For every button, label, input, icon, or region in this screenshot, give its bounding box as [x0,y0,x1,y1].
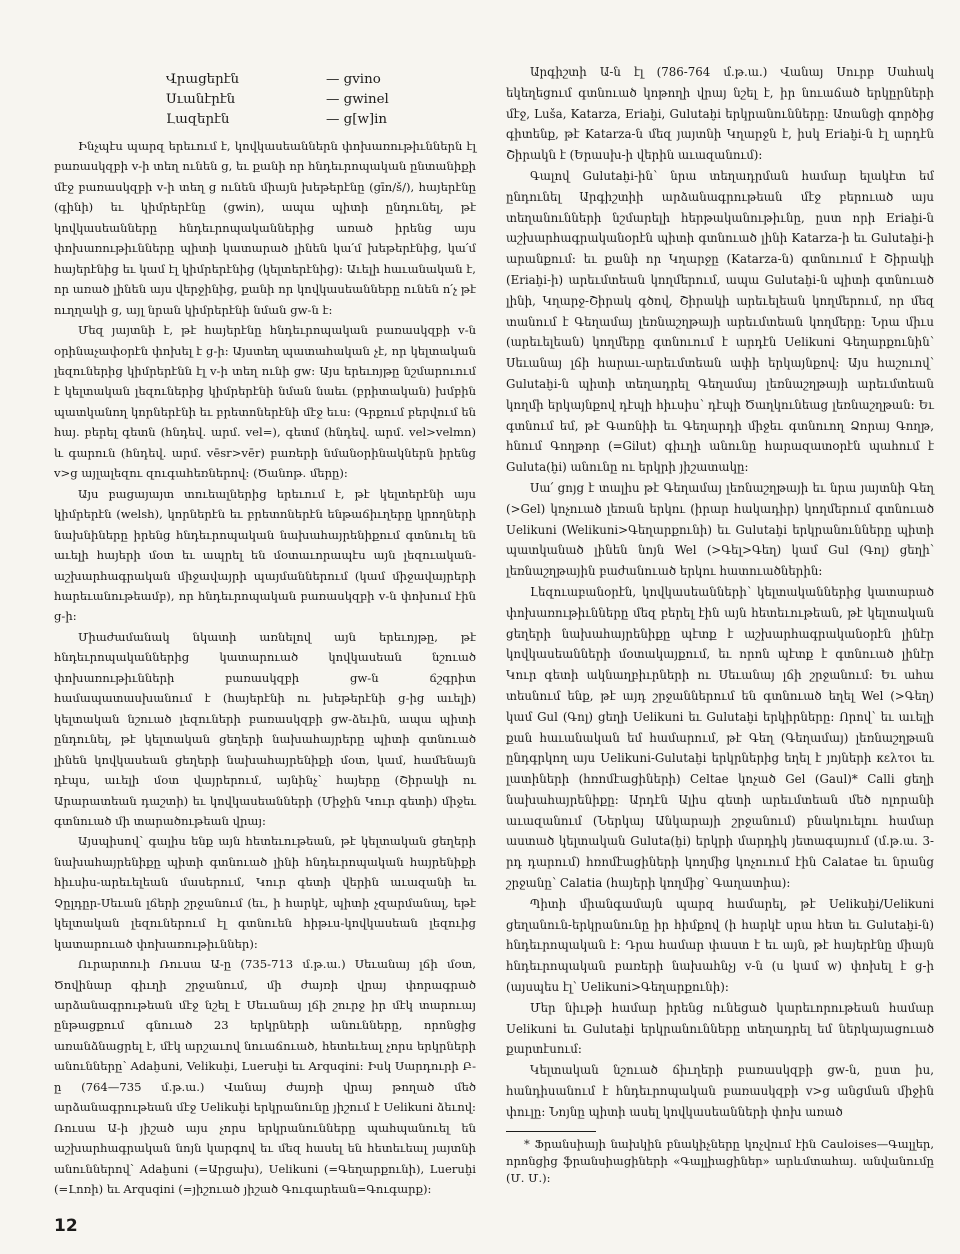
glossary-row [166,90,476,110]
paragraph: Մեզ յայտնի է, թէ հայերէնը հնդեւրոպական բառասկզբի v-ն օրինաչափօրէն փոխել է g-ի։ Այստեղ պատահական չէ, որ կելտական լեզուներից կիմրերէնն էլ v-ի տեղ ունի gw։ Այս երեւոյթը նշմարուում է կելտական լեզուներից կիմրերէնի նման նաեւ (բրիտական) խմբին պատկանող կորներէնի եւ բրետոներէնի մէջ եւս։ (Գրքում բերվում են հայ. բերել գետն (հնդեվ. արմ. vel=), գետմ (հնդեվ. արմ. vel>velmn) և գարուն (հնդեվ. արմ. vēsr>vēr) բառերի նմանօրինակներն իրենց v>g այլալեզու զուգահեռներով։ (Ծանոթ. մերը)։ [54,323,476,481]
footnote-divider [506,1131,596,1132]
glossary-term: Վրացերէն [166,72,240,87]
paragraph: Գալով Gulutaḫi-ին՝ նրա տեղադրման համար ելակէտ եմ ընդունել Արգիշտիի արձանագրութեան մէջ բերուած այս տեղանունների նշմարելի հերթականութիւնը, ըստ որի Eriaḫi-ն աշխարհագրականօրէն պիտի գտնուած լինի Katarza-ի եւ Gulutaḫi-ի արանքում։ եւ քանի որ Կղարջը (Katarza-ն) գտնուում է Շիրակի (Eriaḫi-ի) արեւմտեան կողմերում, ապա Gulutaḫi-ն պիտի գտնուած լինի, Կղարջ-Շիրակ գծով, Շիրակի արեւելեան կողմերում, որ մեզ տանում է Գեղամայ լեռնաշղթայի արեւմտեան կողմերը։ Նրա միւս (արեւելեան) կողմերը գտնուում է արդէն Uelikuni Գեղարքունին՝ Սեւանայ լճի հարաւ-արեւմտեան ափի երկայնքով։ Այս հաշուով՝ Gulutaḫi-ն պիտի տեղադրել Գեղամայ լեռնաշղթայի արեւմտեան կողմի երկայնքով դէպի հիւսիս՝ դէպի Ծաղկունեաց լեռնաշղթան։ Եւ գտնում եմ, թէ Գառնիի եւ Գեղարդի միջեւ գտնուող Ձորայ Գողթ, հնում Գողթոր (=Gilut) գիւղի անունը հարազատօրէն պահում է Guluta(ḫi) անունը ու երկրի յիշատակը։ [506,168,934,475]
wine-word-glossary [166,70,476,130]
glossary-row [166,70,476,90]
right-column [506,62,934,1187]
paragraph: Միաժամանակ նկատի առնելով այն երեւոյթը, թէ հնդեւրոպականներից կատարուած կովկասեան նշուած փոխառութիւնների բառասկզբի gw-ն ճշգրիտ համապատասխանում է (հայերէնի ու խեթերէնի g-ից աւելի) կելտական նշուած լեզուների բառասկզբի gw-ձեւին, ապա պիտի ընդունել, թէ կելտական ցեղերի նախահայրերը պիտի գտնուած լինեն կովկասեան ցեղերի նախահայրենիքի մօտ, կամ, համենայն դէպս, աւելի մօտ վայրերում, այնինչ՝ հայերը (Շիրակի ու Արարատեան դաշտի) եւ կովկասեանների (Միջին Կուր գետի) միջեւ գտնուած մի տարածութեան վրայ։ [54,629,476,828]
footnote: * Ֆրանսիայի նախկին բնակիչները կոչվում էին Cauloises—Գալլեր, որոնցից ֆրանսիացիների «Գալլիացիներ» արևմտահայ. անվանումը (Մ. Մ.)։ [506,1136,934,1185]
paragraph: Այս բացայայտ տուեալներից երեւում է, թէ կելտերէնի այս կիմրերէն (welsh), կորներէն եւ բրետոներէն ենթաճիւղերը կրողների նախնիները իրենց հնդեւրոպական նախահայրենիքում գտնուել են աւելի հայերի մօտ եւ ապրել են մօտաւորապէս այն լեզուական-աշխարհագրական միջավայրի պայմաններում (կամ միջավայրերի հարեւանութեամբ), որ հնդեւրոպական բառասկզբի v-ն փոխում էին g-ի։ [54,486,476,624]
left-column [54,62,476,1200]
glossary-row [166,110,476,130]
paragraph: Լեզուաբանօրէն, կովկասեանների՝ կելտականներից կատարած փոխառութիւնները մեզ բերել էին այն հետեւութեան, թէ կելտական ցեղերի նախահայրենիքը պէտք է աշխարհագրականօրէն լինէր կովկասեանների մօտակայքում, եւ որոն պէտք է գտնուած լինէր Կուր գետի ակնաղբիւրների ու Սեւանայ լճի շրջանում։ Եւ ահա տեսնում ենք, թէ այդ շրջաններում են գտնուած եղել Wel (>Գեղ) կամ Gul (Գոլ) ցեղի Uelikuni եւ Gulutaḫi երկիրները։ Որով՝ եւ աւելի քան հաւանական եմ համարում, թէ Գեղ (Գեղամայ) լեռնաշղթան ընդգրկող այս Uelikuni-Gulutaḫi երկրներից եղել է յոյների κελτοι եւ լատիների (հռոմէացիների) Celtae կոչած Gel (Gaul)* Calli ցեղի նախահայրենիքը։ Արդէն Ալիս գետի արեւմտեան մեծ ոլորանի աւազանում (Ներկայ Անկարայի շրջանում) բնակուելու համար աստած կելտական Guluta(ḫi) երկրի մարդիկ յետագայում (մ.թ.ա. 3-րդ դարում) հռոմէացիների կողմից կոչուում էին Calatae եւ նրանց շրջանը՝ Calatia (հայերի կողմից՝ Գաղատիա)։ [506,584,934,891]
paragraph: Ուրարտուի Ռուսա Ա-ը (735-713 մ.թ.ա.) Սեւանայ լճի մօտ, Ծովինար գիւղի շրջանում, մի ժայռի վրայ փորագրած արձանագրութեան մէջ նշել է Սեւանայ լճի շուրջ իր մէկ տարուայ ընթացքում գնուած 23 երկրների անունները, որոնցից առանձնացրել է, մէկ արշաւով նուաճուած, հետեւեալ չորս երկրների անունները՝ Adaḫuni, Velikuḫi, Lueruḫi եւ Arquqini։ Իսկ Սարդուրի Բ-ը (764—735 մ.թ.ա.) Վանայ ժայռի վրայ թողած մեծ արձանագրութեան մէջ Uelikuḫi երկրանունը յիշում է Uelikuni ձեւով։ Ռուսա Ա-ի յիշած այս չորս երկրանունները պահպանուել են աշխարհագրական նոյն կարգով եւ մեզ հասել են հետեւեալ յայտնի անուններով՝ Adaḫuni (=Արցախ), Uelikuni (=Գեղարքունի), Lueruḫi (=Լոռի) եւ Arquqini (=յիշուած յիշած Գուգարեան=Գուգարք)։ [54,957,476,1197]
paragraph: Արգիշտի Ա-ն էլ (786-764 մ.թ.ա.) Վանայ Սուրբ Սահակ եկեղեցում գտնուած կոթողի վրայ նշել է, իր նուաճած երկըրների մէջ, Luša, Katarza, Eriaḫi, Gulutaḫi երկրանունները։ Առանցի գործից գիտենք, թէ Katarza-ն մեզ յայտնի Կղարջն է, իսկ Eriaḫi-ն էլ արդէն Շիրակն է (Երասխ-ի վերին աւազանում)։ [506,65,934,163]
page-number: 12 [54,1216,78,1236]
glossary-value: — gvino [326,72,381,87]
paragraph: Պիտի միանգամայն պարզ համարել, թէ Uelikuḫi/Uelikuni ցեղանուն-երկրանունը իր հիմքով (ի հարկէ սրա հետ եւ Gulutaḫi-ն) հնդեւրոպական է։ Դրա համար փաստ է եւ այն, թէ հայերէնը միայն հնդեւրոպական բառերի նախահնչյ v-ն (u կամ w) փոխել է g-ի (այսպես էլ՝ Uelikuni>Գեղարքունի)։ [506,896,934,995]
paragraph: Սա՛ ցոյց է տալիս թէ Գեղամայ լեռնաշղթայի եւ նրա յայտնի Գեղ (>Gel) կոչուած լեռան երկու (իրար հակադիր) կողմերում գտնուած Uelikuni (Welikuni>Գեղարքունի) եւ Gulutaḫi երկրանունները պիտի պատկանած լինեն նոյն Wel (>Գել>Գեղ) կամ Gul (Գոլ) ցեղի՝ լեռնաշղթային բաժանուած երկու հատուածներին։ [506,480,934,579]
glossary-term: Սւանէրէն [166,92,236,107]
glossary-term: Լազերէն [166,112,230,127]
glossary-value: — gwinel [326,92,389,107]
paragraph: Մեր նիւթի համար իրենց ունեցած կարեւորութեան համար Uelikuni եւ Gulutaḫi երկրանունները տեղադրել եմ ներկայացուած քարտէսում։ [506,1000,934,1057]
glossary-value: — g[w]in [326,112,388,127]
paragraph: Կելտական նշուած ճիւղերի բառասկզբի gw-ն, ըստ իս, հանդիսանում է հնդեւրոպական բառասկզբի v>g անցման միջին փուլը։ Նոյնը պիտի ասել կովկասեանների փոխ առած [506,1063,934,1119]
paragraph: Ինչպէս պարզ երեւում է, կովկասեաններն փոխառութիւններն էլ բառասկզբի v-ի տեղ ունեն g, եւ քանի որ հնդեւրոպական ընտանիքի մէջ բառասկզբի v-ի տեղ g ունեն միայն խեթերէնը (gīn/š/), հայերէնը (գինի) եւ կիմրերէնը (gwin), ապա պիտի ընդունել, թէ կովկասեանները հնդեւրոպականներից առած իրենց այս փոխառութիւնները պիտի կատարած լինեն կա՛մ խեթերէնից, կա՛մ հայերէնից եւ կամ էլ կիմրերէնից (կելտերէնից)։ Աւելի հաւանական է, որ առած լինեն այս վերջինից, քանի որ կովկասեանները ունեն ո՛չ թէ ուղղակի g, այլ նրան կիմրերէնի նման gw-ն է։ [54,139,476,317]
paragraph: Այսպիսով՝ գալիս ենք այն հետեւութեան, թէ կելտական ցեղերի նախահայրենիքը պիտի գտնուած լինի հնդեւրոպական հայրենիքի հիւսիս-արեւելեան մասերում, Կուր գետի վերին աւազանի եւ Չըլդըր-Սեւան լճերի շրջանում (եւ, ի հարկէ, պիտի չզարմանալ, եթէ կելտական լեզուներում էլ գտնուեն հիթւս-կովկասեան լեզուից կատարուած փոխառութիւններ)։ [54,834,476,951]
